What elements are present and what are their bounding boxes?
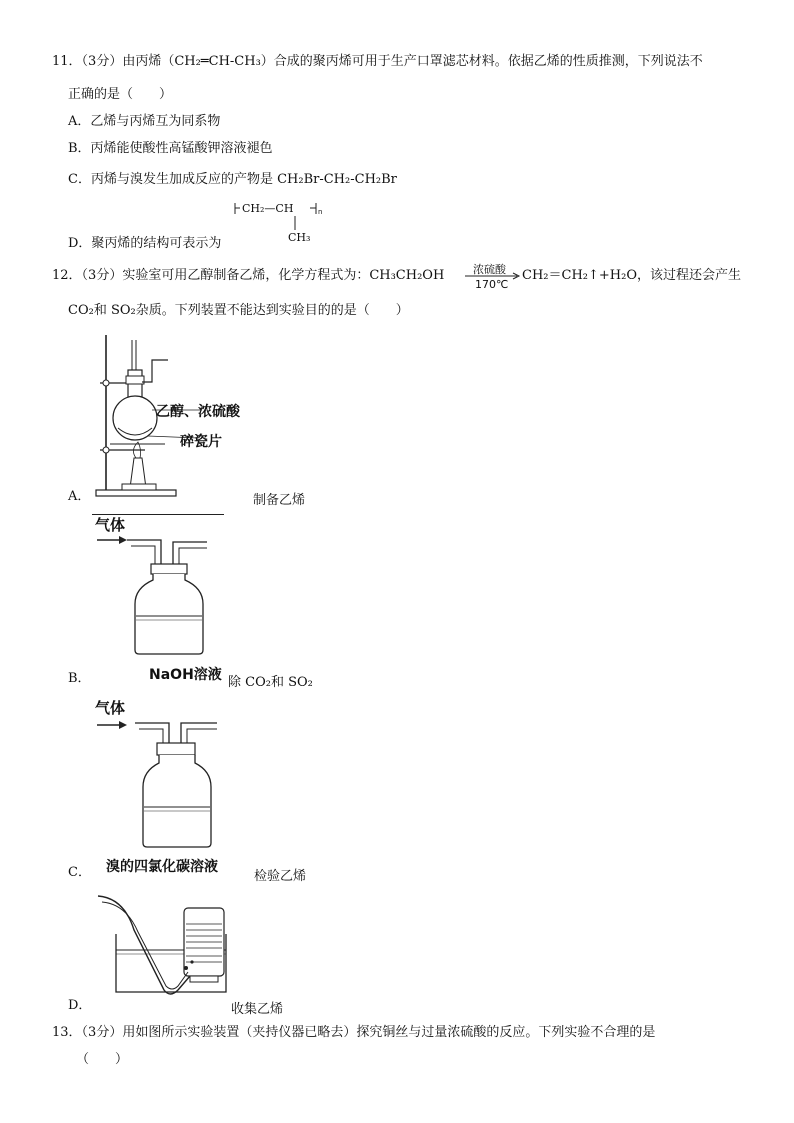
polymer-branch: CH₃ — [288, 231, 311, 244]
q12-option-c-caption: 检验乙烯 — [254, 869, 307, 884]
polymer-chain: CH₂—CH — [242, 202, 294, 215]
q12-stem-line1-part1: 12．（3分）实验室可用乙醇制备乙烯，化学方程式为：CH₃CH₂OH — [52, 268, 445, 283]
q12-option-a-letter[interactable]: A． — [68, 489, 91, 504]
q12-option-a-caption: 制备乙烯 — [253, 493, 306, 508]
q12-option-b-caption: 除 CO₂和 SO₂ — [228, 675, 313, 690]
arrow-condition-top: 浓硫酸 — [473, 263, 506, 276]
q12-option-c-letter[interactable]: C． — [68, 865, 91, 880]
reaction-arrow — [465, 261, 521, 293]
apparatus-a-label-chips: 碎瓷片 — [180, 434, 222, 450]
q12-option-d-letter[interactable]: D． — [68, 998, 92, 1013]
polymer-n: n — [318, 208, 323, 216]
q12-stem-line2: CO₂和 SO₂杂质。下列装置不能达到实验目的的是（ ） — [68, 303, 409, 318]
q12-stem-line1-part2: CH₂＝CH₂↑+H₂O，该过程还会产生 — [522, 268, 741, 283]
apparatus-b-solution-label: NaOH溶液 — [149, 667, 222, 683]
apparatus-d-gas-collection — [94, 890, 244, 1000]
apparatus-b-gas-label: 气体 — [95, 516, 126, 534]
q11-option-c[interactable]: C．丙烯与溴发生加成反应的产物是 CH₂Br-CH₂-CH₂Br — [68, 172, 397, 187]
q13-stem-line1: 13．（3分）用如图所示实验装置（夹持仪器已略去）探究铜丝与过量浓硫酸的反应。下列实验不合理的是 — [52, 1025, 656, 1040]
apparatus-c-solution-label: 溴的四氯化碳溶液 — [106, 859, 218, 875]
apparatus-b-wash-bottle — [95, 520, 235, 660]
apparatus-c-gas-label: 气体 — [95, 699, 126, 717]
q11-stem-line1: 11．（3分）由丙烯（CH₂═CH-CH₃）合成的聚丙烯可用于生产口罩滤芯材料。依据乙烯的性质推测，下列说法不 — [52, 54, 703, 69]
q13-stem-line2: （ ） — [76, 1052, 129, 1067]
q11-stem-line2: 正确的是（ ） — [68, 87, 173, 102]
arrow-condition-bottom: 170℃ — [475, 278, 509, 291]
q11-option-b[interactable]: B．丙烯能使酸性高锰酸钾溶液褪色 — [68, 141, 273, 156]
q12-option-b-letter[interactable]: B． — [68, 671, 91, 686]
q11-option-a[interactable]: A．乙烯与丙烯互为同系物 — [68, 114, 221, 129]
apparatus-c-wash-bottle — [95, 705, 235, 855]
q12-option-d-caption: 收集乙烯 — [231, 1002, 284, 1017]
apparatus-a-label-reagents: 乙醇、浓硫酸 — [156, 404, 240, 420]
q11-option-d[interactable]: D．聚丙烯的结构可表示为 — [68, 236, 222, 251]
polypropylene-structure — [230, 200, 330, 250]
